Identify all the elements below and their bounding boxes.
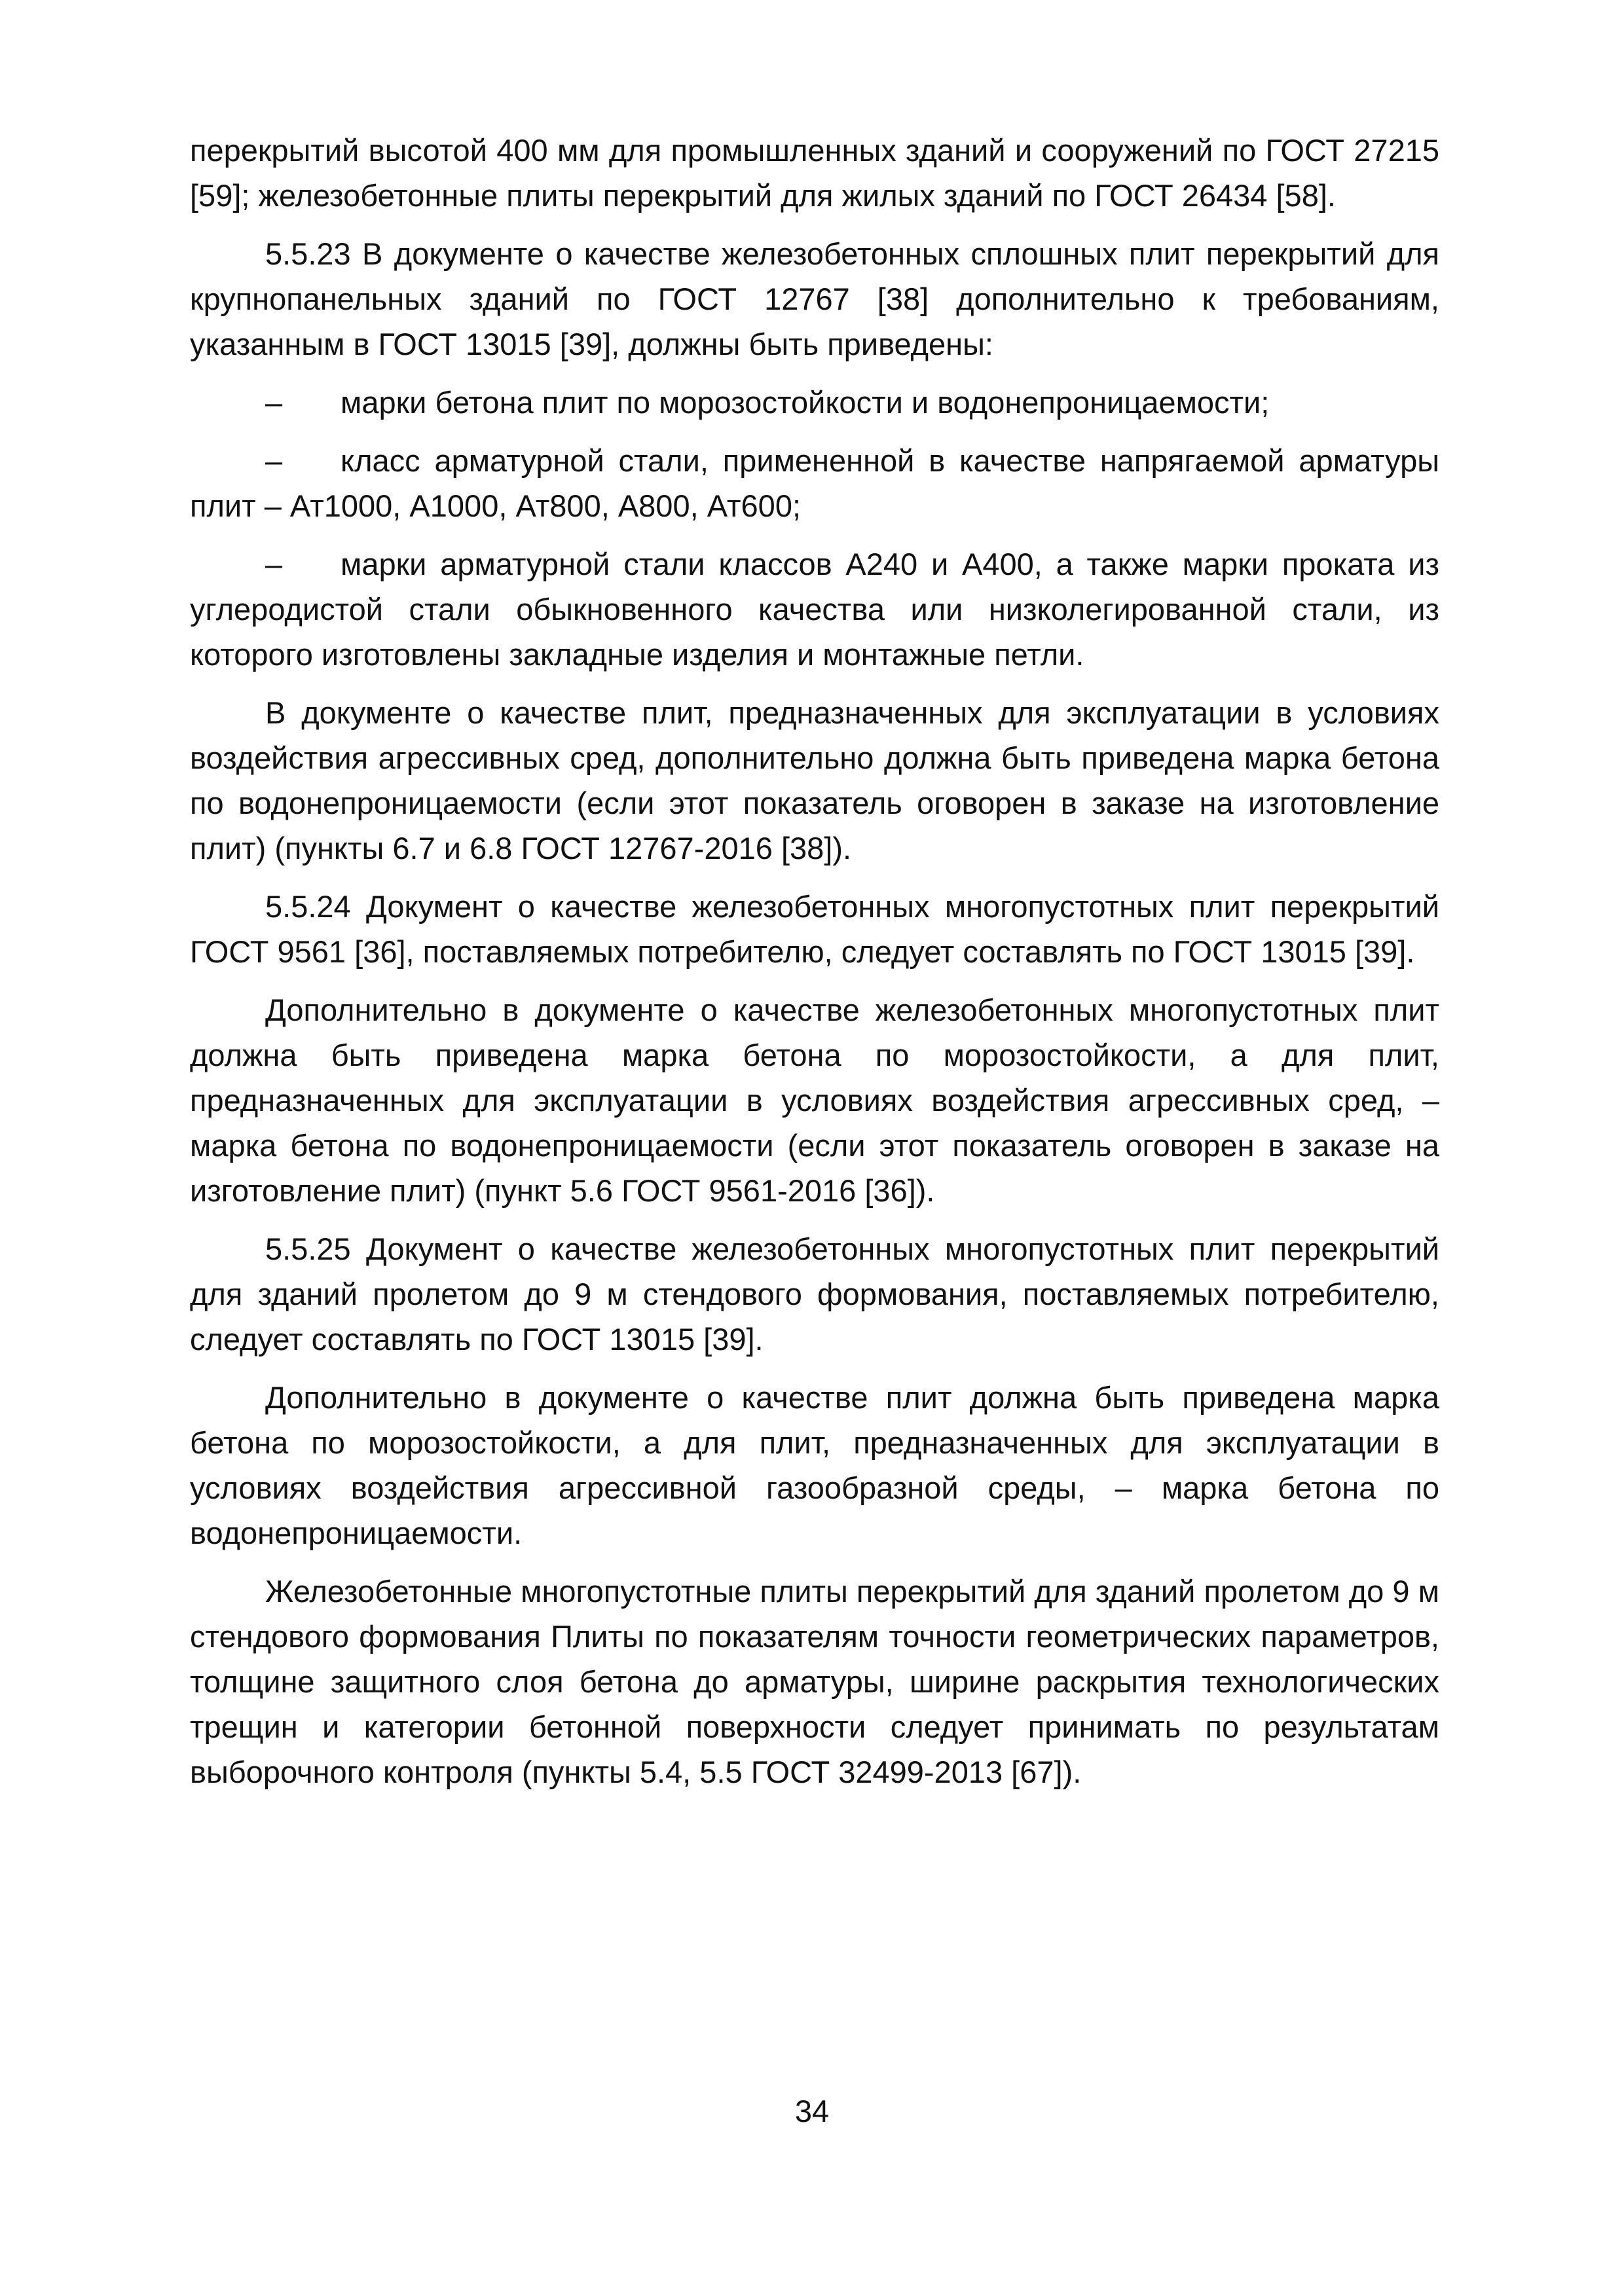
page-number: 34 [794,2094,830,2128]
paragraph-5-5-23: 5.5.23 В документе о качестве железобетонных сплошных плит перекрытий для крупнопанельных зданий по ГОСТ 12767 [38] дополнительно к требованиям, указанным в ГОСТ 13015 [39], должны быть приведены: [190,236,1439,361]
dash-marker: – [265,443,283,478]
list-item [190,380,1439,425]
paragraph-additional-2: Дополнительно в документе о качестве плит должна быть приведена марка бетона по морозостойкости, а для плит, предназначенных для эксплуатации в условиях воздействия агрессивной газообразной среды, – марка бетона по водонепроницаемости. [190,1380,1439,1550]
paragraph-aggressive-env: В документе о качестве плит, предназначенных для эксплуатации в условиях воздействия агрессивных сред, дополнительно должна быть приведена марка бетона по водонепроницаемости (если этот показатель оговорен в заказе на изготовление плит) (пункты 6.7 и 6.8 ГОСТ 12767-2016 [38]). [190,695,1439,866]
paragraph-continuation: перекрытий высотой 400 мм для промышленных зданий и сооружений по ГОСТ 27215 [59]; железобетонные плиты перекрытий для жилых зданий по ГОСТ 26434 [58]. [190,133,1439,213]
dash-marker: – [265,547,283,581]
paragraph-5-5-25: 5.5.25 Документ о качестве железобетонных многопустотных плит перекрытий для зданий пролетом до 9 м стендового формования, поставляемых потребителю, следует составлять по ГОСТ 13015 [39]. [190,1231,1439,1357]
list-item [190,438,1439,528]
paragraph-additional-1: Дополнительно в документе о качестве железобетонных многопустотных плит должна быть приведена марка бетона по морозостойкости, а для плит, предназначенных для эксплуатации в условиях воздействия агрессивных сред, – марка бетона по водонепроницаемости (если этот показатель оговорен в заказе на изготовление плит) (пункт 5.6 ГОСТ 9561-2016 [36]). [190,993,1439,1208]
list-item [190,541,1439,677]
dash-marker: – [265,385,283,420]
paragraph-5-5-24: 5.5.24 Документ о качестве железобетонных многопустотных плит перекрытий ГОСТ 9561 [36], поставляемых потребителю, следует составлять по ГОСТ 13015 [39]. [190,889,1439,969]
list-item-text: марки бетона плит по морозостойкости и водонепроницаемости; [341,385,1270,420]
list-item-text: класс арматурной стали, примененной в качестве напрягаемой арматуры плит – Ат1000, А1000, Ат800, А800, Ат600; [190,443,1439,523]
document-page [190,128,1439,2170]
paragraph-hollow-slabs: Железобетонные многопустотные плиты перекрытий для зданий пролетом до 9 м стендового формования Плиты по показателям точности геометрических параметров, толщине защитного слоя бетона до арматуры, ширине раскрытия технологических трещин и категории бетонной поверхности следует принимать по результатам выборочного контроля (пункты 5.4, 5.5 ГОСТ 32499-2013 [67]). [190,1574,1439,1789]
list-item-text: марки арматурной стали классов А240 и А400, а также марки проката из углеродистой стали обыкновенного качества или низколегированной стали, из которого изготовлены закладные изделия и монтажные петли. [190,547,1439,672]
